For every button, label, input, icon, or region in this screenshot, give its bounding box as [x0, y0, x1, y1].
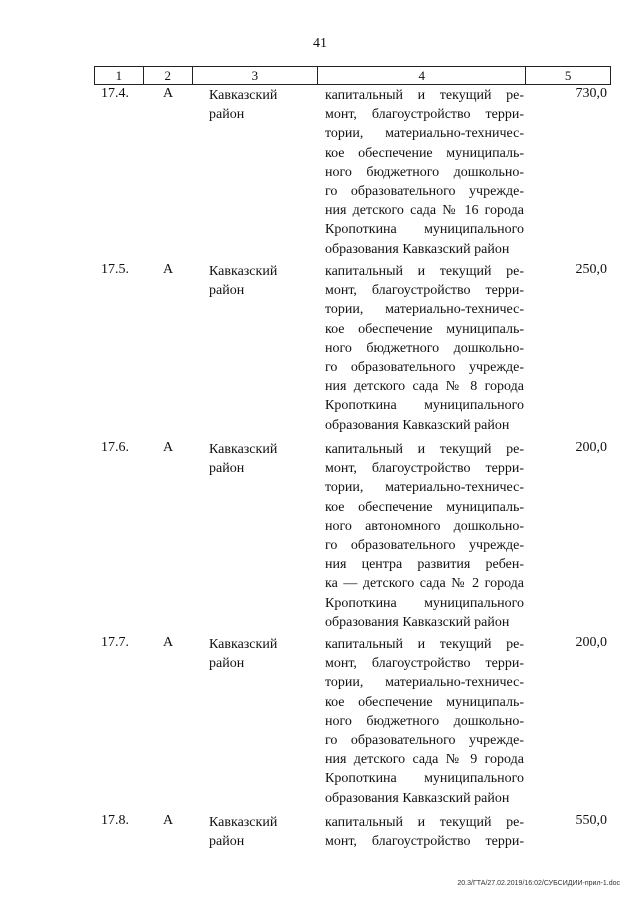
description-line: го образовательного учрежде-	[325, 733, 524, 749]
description-line: го образовательного учрежде-	[325, 360, 524, 376]
row-number: 17.5.	[101, 262, 129, 277]
description-line: ного бюджетного дошкольно-	[325, 340, 524, 356]
row-amount: 200,0	[575, 440, 607, 455]
description-line: капитальный и текущий ре-	[325, 815, 524, 830]
description-line: образования Кавказский район	[325, 790, 510, 806]
row-description	[325, 635, 524, 808]
row-category: А	[163, 86, 174, 101]
description-line: ния центра развития ребен-	[325, 557, 524, 573]
description-line: Кропоткина муниципального	[325, 595, 524, 611]
row-amount: 550,0	[575, 813, 607, 828]
description-line: тории, материально-техничес-	[325, 126, 524, 142]
description-line: ного бюджетного дошкольно-	[325, 713, 524, 729]
district-line: Кавказский	[209, 637, 278, 652]
description-line: капитальный и текущий ре-	[325, 637, 524, 652]
row-category: А	[163, 635, 174, 650]
description-line: ного автономного дошкольно-	[325, 518, 524, 534]
row-district	[209, 262, 309, 300]
row-district	[209, 813, 309, 851]
row-number: 17.7.	[101, 635, 129, 650]
header-col-4: 4	[318, 67, 526, 84]
description-line: монт, благоустройство терри-	[325, 834, 524, 850]
description-line: Кропоткина муниципального	[325, 398, 524, 414]
description-line: ного бюджетного дошкольно-	[325, 164, 524, 180]
description-line: го образовательного учрежде-	[325, 538, 524, 554]
table-header	[94, 66, 611, 85]
description-line: монт, благоустройство терри-	[325, 461, 524, 477]
row-category: А	[163, 813, 174, 828]
row-description	[325, 262, 524, 435]
row-category: А	[163, 262, 174, 277]
district-line: район	[209, 283, 245, 298]
row-number: 17.4.	[101, 86, 129, 101]
description-line: капитальный и текущий ре-	[325, 88, 524, 103]
district-line: район	[209, 107, 245, 122]
header-col-1: 1	[95, 67, 144, 84]
description-line: Кропоткина муниципального	[325, 222, 524, 238]
header-col-5: 5	[564, 68, 572, 83]
description-line: тории, материально-техничес-	[325, 480, 524, 496]
description-line: тории, материально-техничес-	[325, 675, 524, 691]
description-line: монт, благоустройство терри-	[325, 656, 524, 672]
description-line: образования Кавказский район	[325, 417, 510, 433]
description-line: тории, материально-техничес-	[325, 302, 524, 318]
district-line: район	[209, 656, 245, 671]
description-line: монт, благоустройство терри-	[325, 107, 524, 123]
description-line: ния детского сада № 16 города	[325, 203, 524, 219]
district-line: Кавказский	[209, 88, 278, 103]
page-number: 41	[313, 36, 327, 51]
header-col-2: 2	[144, 67, 193, 84]
district-line: район	[209, 834, 245, 849]
header-col-3: 3	[193, 67, 319, 84]
district-line: Кавказский	[209, 264, 278, 279]
row-description	[325, 440, 524, 632]
description-line: образования Кавказский район	[325, 241, 510, 257]
row-description	[325, 86, 524, 259]
row-number: 17.6.	[101, 440, 129, 455]
description-line: кое обеспечение муниципаль-	[325, 499, 524, 515]
row-district	[209, 440, 309, 478]
file-path-footer: 20.3/ГТА/27.02.2019/16:02/СУБСИДИИ-прил-1.doc	[457, 880, 620, 887]
district-line: Кавказский	[209, 442, 278, 457]
row-description	[325, 813, 524, 851]
description-line: ка — детского сада № 2 города	[325, 576, 524, 592]
description-line: ния детского сада № 8 города	[325, 379, 524, 395]
description-line: кое обеспечение муниципаль-	[325, 321, 524, 337]
row-amount: 730,0	[575, 86, 607, 101]
description-line: образования Кавказский район	[325, 614, 510, 630]
description-line: кое обеспечение муниципаль-	[325, 145, 524, 161]
row-district	[209, 635, 309, 673]
row-number: 17.8.	[101, 813, 129, 828]
description-line: Кропоткина муниципального	[325, 771, 524, 787]
description-line: го образовательного учрежде-	[325, 184, 524, 200]
row-amount: 200,0	[575, 635, 607, 650]
row-amount: 250,0	[575, 262, 607, 277]
row-district	[209, 86, 309, 124]
description-line: капитальный и текущий ре-	[325, 264, 524, 279]
district-line: район	[209, 461, 245, 476]
description-line: капитальный и текущий ре-	[325, 442, 524, 457]
row-category: А	[163, 440, 174, 455]
description-line: ния детского сада № 9 города	[325, 752, 524, 768]
district-line: Кавказский	[209, 815, 278, 830]
description-line: монт, благоустройство терри-	[325, 283, 524, 299]
description-line: кое обеспечение муниципаль-	[325, 694, 524, 710]
